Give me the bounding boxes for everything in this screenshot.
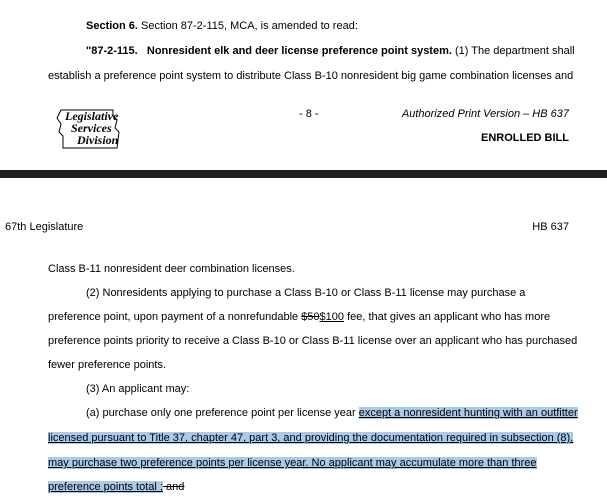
body-line-1: Class B-11 nonresident deer combination licenses.	[48, 263, 295, 275]
logo-line-1: Legislative	[65, 109, 119, 123]
highlighted-amendment-4: preference points total	[48, 481, 157, 493]
bill-status: ENROLLED BILL	[481, 132, 569, 144]
subsection-a-line-3	[48, 456, 537, 471]
paragraph-1a: (1) The department shall	[451, 45, 575, 57]
section-text: Section 87-2-115, MCA, is amended to read:	[137, 20, 358, 32]
section-heading-line	[86, 19, 358, 34]
subsection-3-line-1: (3) An applicant may:	[86, 383, 190, 395]
section-heading: Section 6.	[86, 20, 138, 32]
highlighted-amendment-1: except a nonresident hunting with an outfitter	[358, 407, 578, 419]
highlighted-amendment-2: licensed pursuant to Title 37, chapter 47, part 3, and providing the documentation required in subsection (8),	[48, 432, 574, 444]
subsection-a-line-4	[48, 480, 184, 495]
logo-line-2: Services	[71, 121, 112, 135]
fee-text-a: preference point, upon payment of a nonrefundable	[48, 311, 302, 323]
subsection-a-line-1	[86, 406, 578, 421]
subsection-a-text: (a) purchase only one preference point per license year	[86, 407, 359, 419]
subsection-2-line-2	[48, 310, 550, 325]
logo-line-3: Division	[77, 133, 119, 147]
bill-number: HB 637	[532, 221, 569, 233]
paragraph-1b: establish a preference point system to distribute Class B-10 nonresident big game combination licenses and	[48, 70, 574, 82]
subsection-2-line-3: preference points priority to receive a Class B-10 or Class B-11 license over an applicant who has purchased	[48, 335, 578, 347]
subsection-2-line-1: (2) Nonresidents applying to purchase a Class B-10 or Class B-11 license may purchase a	[86, 287, 526, 299]
print-version: Authorized Print Version – HB 637	[401, 108, 569, 120]
statute-line	[86, 44, 575, 59]
statute-title: Nonresident elk and deer license preference point system.	[146, 45, 452, 57]
subsection-a-line-2	[48, 431, 573, 446]
inserted-fee: $100	[319, 311, 345, 323]
inserted-semicolon: ;	[156, 481, 163, 493]
highlighted-amendment-3: may purchase two preference points per license year. No applicant may accumulate more than three	[48, 457, 537, 469]
subsection-2-line-4: fewer preference points.	[48, 359, 167, 371]
fee-text-b: fee, that gives an applicant who has more	[344, 311, 551, 323]
lsd-logo	[55, 108, 135, 152]
struck-fee: $50	[301, 311, 320, 323]
legislature-label: 67th Legislature	[5, 221, 84, 233]
page-number: - 8 -	[299, 108, 319, 120]
page-divider	[0, 170, 607, 178]
statute-number: "87-2-115.	[86, 45, 138, 57]
struck-and: and	[162, 481, 185, 493]
